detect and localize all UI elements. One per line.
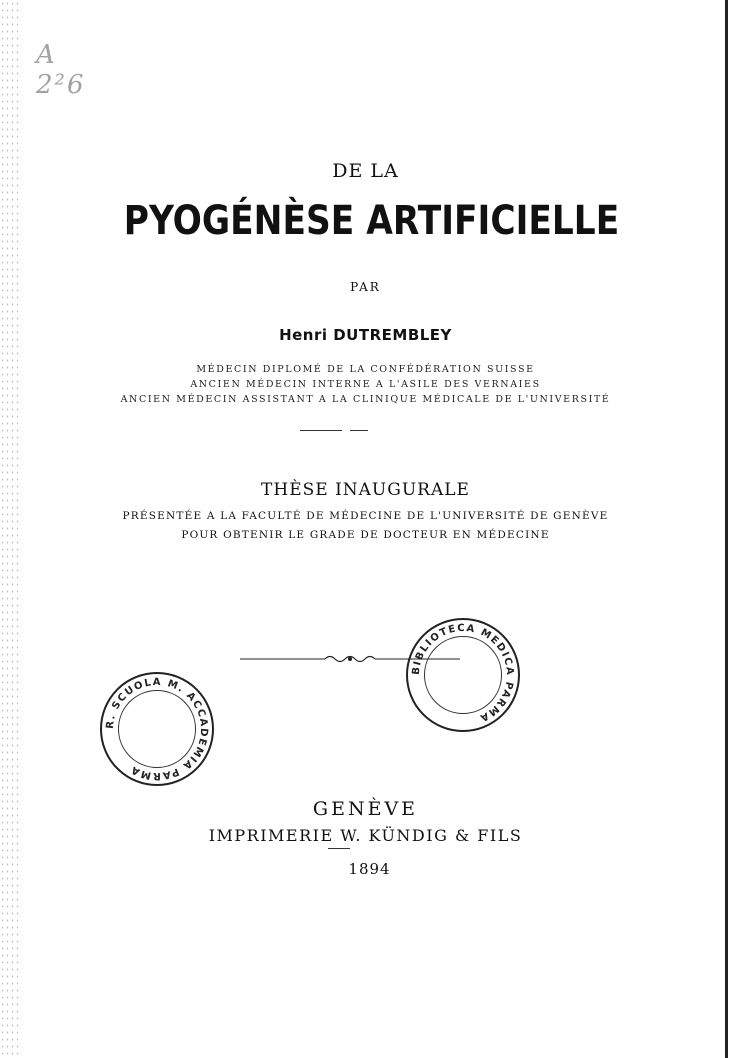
divider-rule (328, 848, 350, 849)
stamp-right-text: BIBLIOTECA MEDICA PARMA (410, 622, 516, 724)
by-label: PAR (350, 280, 381, 294)
stamp-text-ring (100, 672, 214, 786)
shelfmark-handwritten: A 2²6 (36, 40, 86, 100)
svg-text:BIBLIOTECA MEDICA PARMA (411, 623, 515, 724)
author-credential-2: ANCIEN MÉDECIN INTERNE A L'ASILE DES VERNAIES (190, 379, 541, 390)
imprint-year: 1894 (348, 860, 391, 878)
author-credential-1: MÉDECIN DIPLOMÉ DE LA CONFÉDÉRATION SUISSE (196, 364, 535, 375)
page-title: PYOGÉNÈSE ARTIFICIELLE (123, 198, 620, 244)
thesis-heading: THÈSE INAUGURALE (261, 480, 470, 500)
author-credential-3: ANCIEN MÉDECIN ASSISTANT A LA CLINIQUE MÉDICALE DE L'UNIVERSITÉ (120, 394, 611, 405)
divider-rule (300, 430, 342, 431)
thesis-line-1: PRÉSENTÉE A LA FACULTÉ DE MÉDECINE DE L'UNIVERSITÉ DE GENÈVE (122, 510, 609, 522)
library-stamp-right (406, 618, 520, 732)
imprint-city: GENÈVE (312, 798, 419, 820)
title-prefix: DE LA (332, 160, 399, 182)
svg-text:R. SCUOLA M. ACCADEMIA PARMA (105, 677, 209, 781)
stamp-left-text: R. SCUOLA M. ACCADEMIA PARMA (104, 676, 210, 782)
divider-rule (350, 430, 368, 431)
author-name: Henri DUTREMBLEY (279, 326, 452, 344)
imprint-printer: IMPRIMERIE W. KÜNDIG & FILS (208, 826, 523, 845)
thesis-line-2: POUR OBTENIR LE GRADE DE DOCTEUR EN MÉDECINE (181, 529, 550, 541)
stamp-text-ring (406, 618, 520, 732)
library-stamp-left (100, 672, 214, 786)
